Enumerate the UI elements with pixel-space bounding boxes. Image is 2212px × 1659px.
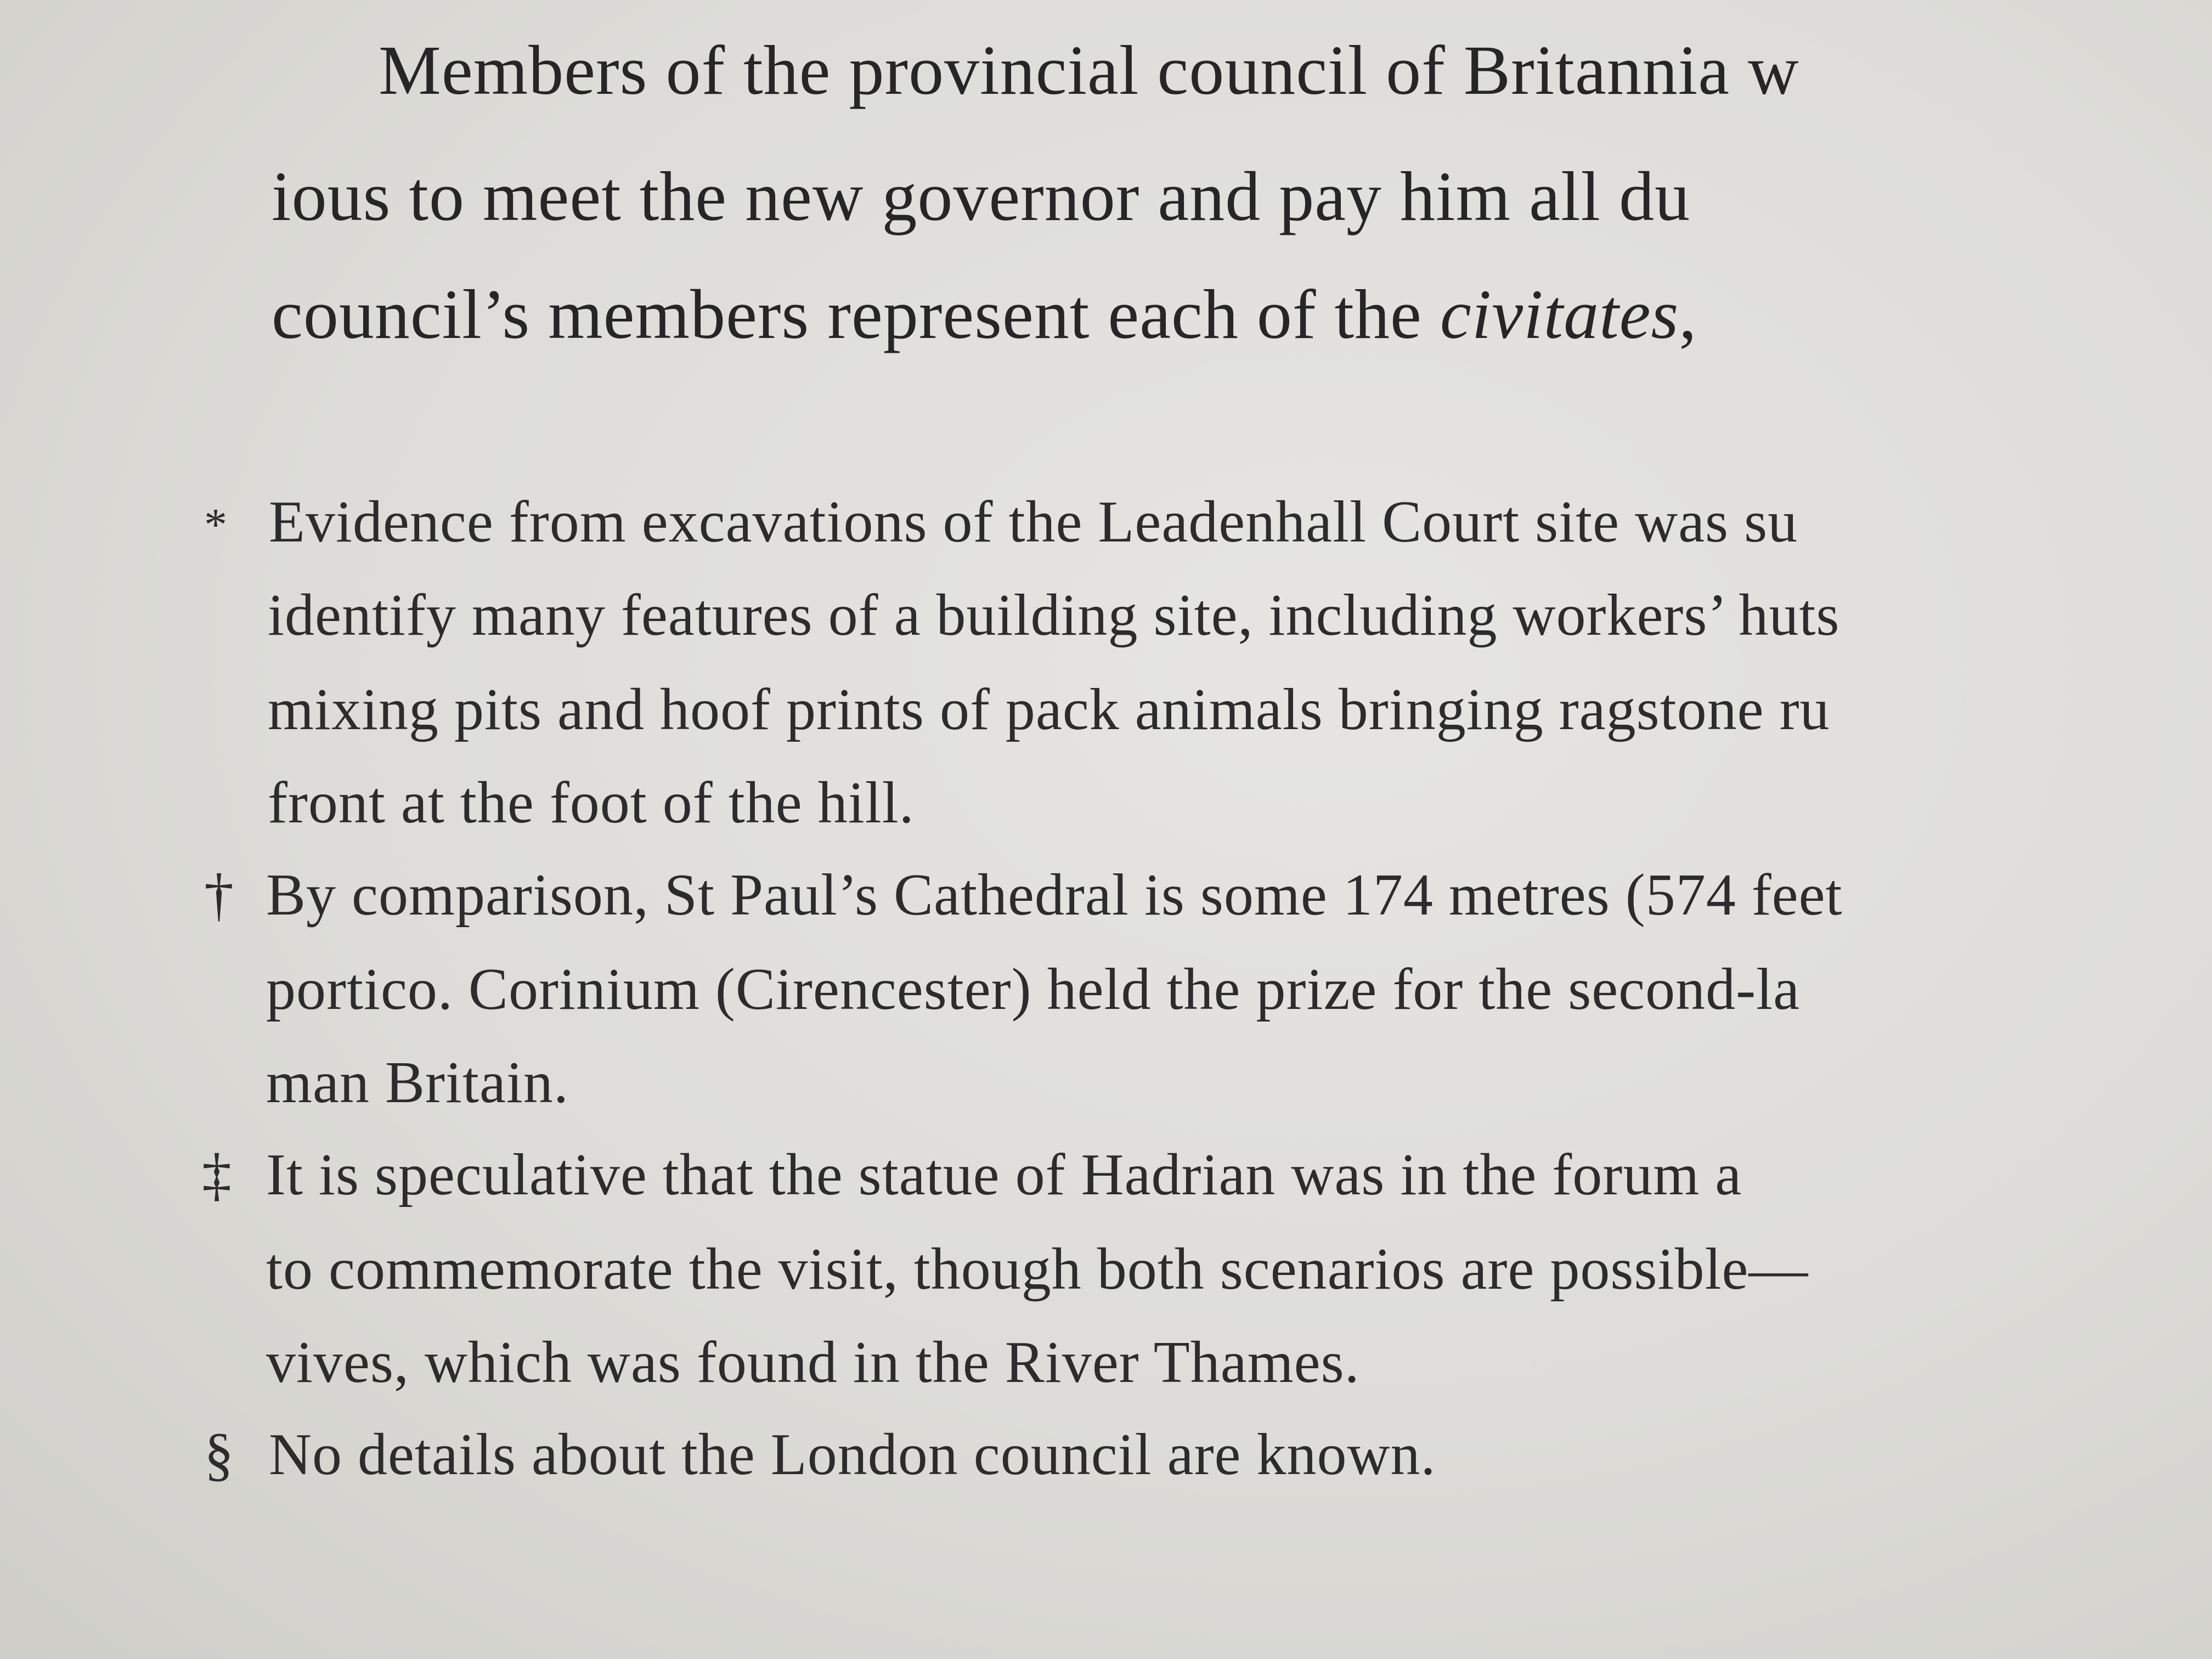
footnote-2-line-1: By comparison, St Paul’s Cathedral is some 174 metres (574 feet bbox=[266, 862, 1843, 928]
footnote-1-line-2: identify many features of a building site, including workers’ huts bbox=[268, 583, 1840, 648]
body-line-3-text: council’s members represent each of the bbox=[272, 275, 1422, 353]
footnote-1-line-4: front at the foot of the hill. bbox=[268, 770, 915, 836]
footnote-marker-double-dagger: ‡ bbox=[202, 1142, 232, 1207]
body-line-3-trailing: , bbox=[1679, 275, 1697, 353]
footnote-1-line-1: Evidence from excavations of the Leadenhall Court site was su bbox=[269, 489, 1798, 555]
footnote-3-line-2: to commemorate the visit, though both scenarios are possible— bbox=[266, 1237, 1809, 1302]
body-line-1: Members of the provincial council of Britannia w bbox=[379, 31, 1799, 109]
body-line-3 bbox=[272, 274, 1697, 355]
footnote-2-line-3: man Britain. bbox=[266, 1050, 569, 1115]
footnote-marker-section: § bbox=[204, 1422, 234, 1487]
footnote-3-line-1: It is speculative that the statue of Hadrian was in the forum a bbox=[266, 1142, 1742, 1207]
body-line-2: ious to meet the new governor and pay him all du bbox=[272, 157, 1691, 235]
footnote-marker-dagger: † bbox=[204, 862, 234, 928]
footnote-marker-asterisk: * bbox=[204, 499, 227, 550]
footnote-4-line-1: No details about the London council are known. bbox=[269, 1422, 1436, 1487]
footnote-2-line-2: portico. Corinium (Cirencester) held the prize for the second-la bbox=[266, 957, 1801, 1022]
footnote-3-line-3: vives, which was found in the River Thames. bbox=[266, 1330, 1360, 1395]
italic-word-civitates: civitates bbox=[1440, 275, 1679, 353]
footnote-1-line-3: mixing pits and hoof prints of pack animals bringing ragstone ru bbox=[268, 677, 1830, 742]
